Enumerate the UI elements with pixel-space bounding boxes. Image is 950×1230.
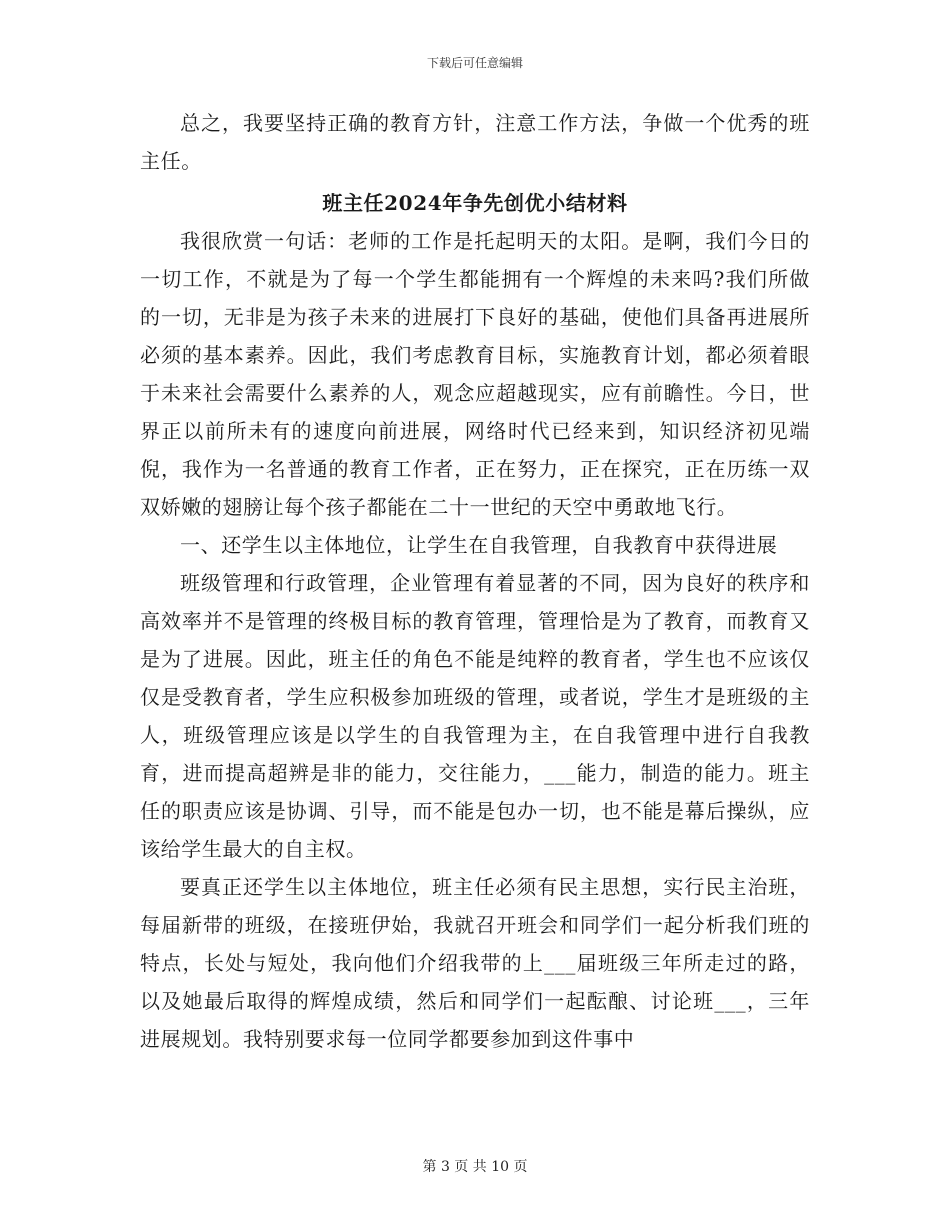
body-paragraph-2: 班级管理和行政管理，企业管理有着显著的不同，因为良好的秩序和高效率并不是管理的终极目标的教育管理，管理恰是为了教育，而教育又是为了进展。因此，班主任的角色不能是纯粹的教育者，学生也不应该仅仅是受教育者，学生应积极参加班级的管理，或者说，学生才是班级的主人，班级管理应该是以学生的自我管理为主，在自我管理中进行自我教育，进而提高超辨是非的能力，交往能力，___能力，制造的能力。班主任的职责应该是协调、引导，而不能是包办一切，也不能是幕后操纵，应该给学生最大的自主权。: [140, 571, 810, 861]
document-body: [140, 104, 810, 1058]
intro-paragraph: 总之，我要坚持正确的教育方针，注意工作方法，争做一个优秀的班主任。: [140, 111, 810, 173]
section-title: 班主任2024年争先创优小结材料: [322, 191, 628, 215]
body-paragraph-1: 我很欣赏一句话：老师的工作是托起明天的太阳。是啊，我们今日的一切工作，不就是为了每一个学生都能拥有一个辉煌的未来吗?我们所做的一切，无非是为孩子未来的进展打下良好的基础，使他们具备再进展所必须的基本素养。因此，我们考虑教育目标，实施教育计划，都必须着眼于未来社会需要什么素养的人，观念应超越现实，应有前瞻性。今日，世界正以前所未有的速度向前进展，网络时代已经来到，知识经济初见端倪，我作为一名普通的教育工作者，正在努力，正在探究，正在历练一双双娇嫩的翅膀让每个孩子都能在二十一世纪的天空中勇敢地飞行。: [140, 229, 810, 519]
page-footer: 第 3 页 共 10 页: [422, 1159, 528, 1175]
page-header: 下载后可任意编辑: [426, 56, 523, 70]
section-heading-1: 一、还学生以主体地位，让学生在自我管理，自我教育中获得进展: [180, 533, 778, 557]
body-paragraph-3: 要真正还学生以主体地位，班主任必须有民主思想，实行民主治班，每届新带的班级，在接班伊始，我就召开班会和同学们一起分析我们班的特点，长处与短处，我向他们介绍我带的上___届班级三年所走过的路，以及她最后取得的辉煌成绩，然后和同学们一起酝酿、讨论班___，三年进展规划。我特别要求每一位同学都要参加到这件事中: [140, 875, 810, 1051]
